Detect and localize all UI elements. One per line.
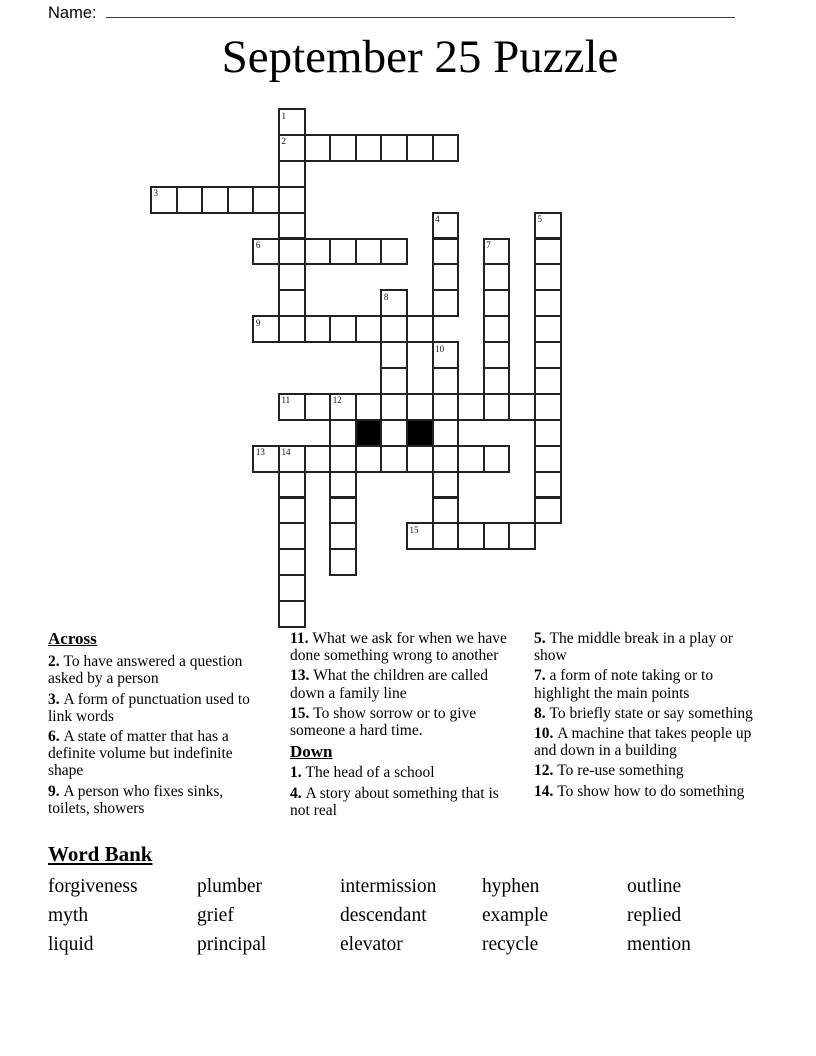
grid-cell[interactable] bbox=[329, 419, 357, 447]
grid-cell[interactable] bbox=[432, 341, 460, 369]
grid-cell[interactable] bbox=[534, 367, 562, 395]
grid-cell[interactable] bbox=[278, 548, 306, 576]
clue-number: 7. bbox=[534, 667, 550, 685]
grid-cell[interactable] bbox=[406, 522, 434, 550]
grid-cell[interactable] bbox=[432, 212, 460, 240]
cell-number: 3 bbox=[153, 188, 158, 199]
cell-number: 4 bbox=[435, 214, 440, 225]
clue-6 bbox=[48, 728, 254, 780]
grid-cell[interactable] bbox=[278, 212, 306, 240]
clue-3 bbox=[48, 691, 254, 725]
blocked-cell bbox=[355, 419, 383, 447]
word-bank-word: hyphen bbox=[482, 876, 540, 897]
grid-cell[interactable] bbox=[483, 393, 511, 421]
grid-cell[interactable] bbox=[534, 419, 562, 447]
cell-number: 1 bbox=[281, 110, 286, 121]
grid-cell[interactable] bbox=[432, 471, 460, 499]
clue-number: 5. bbox=[534, 630, 550, 647]
grid-cell[interactable] bbox=[252, 238, 280, 266]
grid-cell[interactable] bbox=[457, 393, 485, 421]
clue-number: 9. bbox=[48, 782, 64, 800]
clue-text: A machine that takes people up and down in a building bbox=[534, 725, 752, 760]
clue-text: A form of punctuation used to link words bbox=[48, 690, 250, 725]
clue-9 bbox=[48, 783, 254, 817]
grid-cell[interactable] bbox=[201, 186, 229, 214]
cell-number: 7 bbox=[486, 240, 491, 250]
grid-cell[interactable] bbox=[278, 186, 306, 214]
cell-number: 8 bbox=[383, 291, 389, 302]
cell-number: 15 bbox=[409, 524, 419, 535]
cell-number: 14 bbox=[281, 447, 291, 458]
word-bank-word: elevator bbox=[340, 934, 403, 955]
grid-cell[interactable] bbox=[380, 445, 408, 473]
grid-cell[interactable] bbox=[329, 445, 357, 473]
grid-cell[interactable] bbox=[534, 212, 562, 240]
grid-cell[interactable] bbox=[483, 263, 511, 291]
word-bank-word: forgiveness bbox=[48, 876, 138, 897]
grid-cell[interactable] bbox=[329, 238, 357, 266]
clue-text: To show sorrow or to give someone a hard time. bbox=[290, 704, 477, 740]
grid-cell[interactable] bbox=[304, 315, 332, 343]
grid-cell[interactable] bbox=[508, 393, 536, 421]
grid-cell[interactable] bbox=[278, 160, 306, 188]
grid-cell[interactable] bbox=[534, 263, 562, 291]
clue-10 bbox=[534, 725, 753, 759]
grid-cell[interactable] bbox=[380, 134, 408, 162]
word-bank-word: mention bbox=[627, 934, 691, 955]
grid-cell[interactable] bbox=[329, 548, 357, 576]
grid-cell[interactable] bbox=[483, 238, 511, 266]
grid-cell[interactable] bbox=[278, 263, 306, 291]
word-bank-word: recycle bbox=[482, 934, 539, 955]
grid-cell[interactable] bbox=[329, 315, 357, 343]
grid-cell[interactable] bbox=[457, 445, 485, 473]
grid-cell[interactable] bbox=[534, 238, 562, 266]
grid-cell[interactable] bbox=[329, 471, 357, 499]
cell-number: 2 bbox=[281, 136, 286, 147]
grid-cell[interactable] bbox=[483, 367, 511, 395]
grid-cell[interactable] bbox=[432, 497, 460, 525]
grid-cell[interactable] bbox=[432, 445, 460, 473]
grid-cell[interactable] bbox=[278, 600, 306, 628]
grid-cell[interactable] bbox=[432, 522, 460, 550]
clues-column-middle bbox=[290, 630, 516, 819]
grid-cell[interactable] bbox=[355, 393, 383, 421]
grid-cell[interactable] bbox=[534, 341, 562, 369]
grid-cell[interactable] bbox=[252, 445, 280, 473]
clue-text: The head of a school bbox=[305, 764, 435, 782]
word-bank-word: liquid bbox=[48, 934, 94, 955]
word-bank-word: outline bbox=[627, 876, 682, 897]
word-bank-word: replied bbox=[627, 905, 682, 926]
cell-number: 6 bbox=[255, 240, 261, 250]
blocked-cell bbox=[406, 419, 434, 447]
word-bank-word: intermission bbox=[340, 876, 437, 897]
grid-cell[interactable] bbox=[457, 522, 485, 550]
grid-cell[interactable] bbox=[278, 108, 306, 136]
grid-cell[interactable] bbox=[483, 341, 511, 369]
clue-text: a form of note taking or to highlight the main points bbox=[534, 667, 714, 702]
grid-cell[interactable] bbox=[380, 341, 408, 369]
grid-cell[interactable] bbox=[278, 445, 306, 473]
clue-number: 10. bbox=[534, 725, 558, 743]
grid-cell[interactable] bbox=[432, 393, 460, 421]
word-bank-header: Word Bank bbox=[48, 842, 153, 866]
clue-14 bbox=[534, 783, 753, 800]
clue-text: To have answered a question asked by a person bbox=[48, 653, 243, 688]
grid-cell[interactable] bbox=[508, 522, 536, 550]
grid-cell[interactable] bbox=[483, 522, 511, 550]
clue-5 bbox=[534, 630, 753, 664]
clue-number: 12. bbox=[534, 762, 558, 780]
grid-cell[interactable] bbox=[252, 186, 280, 214]
grid-cell[interactable] bbox=[252, 315, 280, 343]
grid-cell[interactable] bbox=[304, 393, 332, 421]
word-bank-grid bbox=[48, 876, 691, 955]
grid-cell[interactable] bbox=[534, 289, 562, 317]
grid-cell[interactable] bbox=[355, 315, 383, 343]
name-label: Name: bbox=[48, 4, 97, 22]
clues-middle-across-group bbox=[290, 630, 516, 739]
clue-4 bbox=[290, 785, 516, 819]
grid-cell[interactable] bbox=[329, 134, 357, 162]
word-bank-word: example bbox=[482, 905, 549, 926]
grid-cell[interactable] bbox=[304, 238, 332, 266]
grid-cell[interactable] bbox=[355, 238, 383, 266]
grid-cell[interactable] bbox=[380, 289, 408, 317]
word-bank-word: plumber bbox=[197, 876, 262, 897]
grid-cell[interactable] bbox=[432, 238, 460, 266]
grid-cell[interactable] bbox=[329, 497, 357, 525]
grid-cell[interactable] bbox=[380, 367, 408, 395]
clue-number: 6. bbox=[48, 728, 64, 746]
grid-cell[interactable] bbox=[406, 393, 434, 421]
clues-column-right bbox=[534, 630, 753, 800]
grid-cell[interactable] bbox=[304, 134, 332, 162]
across-header: Across bbox=[48, 629, 97, 648]
grid-cell[interactable] bbox=[278, 497, 306, 525]
clue-13 bbox=[290, 667, 516, 701]
clue-1 bbox=[290, 764, 516, 781]
grid-cell[interactable] bbox=[483, 445, 511, 473]
grid-cell[interactable] bbox=[355, 134, 383, 162]
grid-cell[interactable] bbox=[278, 471, 306, 499]
clue-number: 8. bbox=[534, 704, 550, 722]
grid-cell[interactable] bbox=[227, 186, 255, 214]
clue-text: To briefly state or say something bbox=[549, 704, 753, 722]
grid-cell[interactable] bbox=[534, 315, 562, 343]
clue-text: To show how to do something bbox=[557, 782, 745, 800]
grid-cell[interactable] bbox=[432, 134, 460, 162]
grid-cell[interactable] bbox=[278, 315, 306, 343]
cell-number: 9 bbox=[255, 317, 261, 328]
grid-cell[interactable] bbox=[304, 445, 332, 473]
clue-number: 13. bbox=[290, 667, 314, 685]
clues-middle-down-group bbox=[290, 764, 516, 819]
cell-number: 11 bbox=[281, 395, 291, 406]
grid-cell[interactable] bbox=[150, 186, 178, 214]
grid-cell[interactable] bbox=[380, 238, 408, 266]
word-bank-word: myth bbox=[48, 905, 89, 926]
grid-cell[interactable] bbox=[278, 574, 306, 602]
clue-12 bbox=[534, 762, 753, 779]
word-bank-word: principal bbox=[197, 934, 267, 955]
grid-cell[interactable] bbox=[329, 522, 357, 550]
grid-cell[interactable] bbox=[534, 445, 562, 473]
clue-number: 2. bbox=[48, 653, 64, 671]
cell-number: 10 bbox=[435, 343, 445, 354]
clue-number: 15. bbox=[290, 704, 314, 722]
cell-number: 13 bbox=[255, 447, 265, 458]
grid-cell[interactable] bbox=[329, 393, 357, 421]
clues-column-left bbox=[48, 630, 254, 817]
grid-cell[interactable] bbox=[380, 315, 408, 343]
grid-cell[interactable] bbox=[278, 393, 306, 421]
clue-text: To re-use something bbox=[557, 762, 684, 780]
clue-8 bbox=[534, 705, 753, 722]
word-bank-word: grief bbox=[197, 905, 234, 926]
grid-cell[interactable] bbox=[432, 289, 460, 317]
clue-text: The middle break in a play or show bbox=[534, 630, 733, 665]
clue-text: A story about something that is not real bbox=[290, 784, 499, 819]
clue-text: What we ask for when we have done something wrong to another bbox=[290, 630, 507, 665]
puzzle-title: September 25 Puzzle bbox=[221, 31, 619, 83]
word-bank-word: descendant bbox=[340, 905, 427, 926]
grid-cell[interactable] bbox=[534, 497, 562, 525]
grid-cell[interactable] bbox=[278, 289, 306, 317]
grid-cell[interactable] bbox=[355, 445, 383, 473]
clue-text: A state of matter that has a definite volume but indefinite shape bbox=[48, 728, 233, 780]
grid-cell[interactable] bbox=[278, 522, 306, 550]
clue-number: 14. bbox=[534, 782, 558, 800]
down-header: Down bbox=[290, 742, 333, 762]
grid-cell[interactable] bbox=[432, 367, 460, 395]
grid-cell[interactable] bbox=[483, 289, 511, 317]
clue-number: 4. bbox=[290, 784, 306, 802]
grid-cell[interactable] bbox=[406, 134, 434, 162]
clue-text: What the children are called down a family line bbox=[290, 667, 488, 702]
grid-cell[interactable] bbox=[432, 419, 460, 447]
grid-cell[interactable] bbox=[278, 238, 306, 266]
grid-cell[interactable] bbox=[406, 315, 434, 343]
grid-cell[interactable] bbox=[380, 393, 408, 421]
grid-cell[interactable] bbox=[534, 471, 562, 499]
grid-cell[interactable] bbox=[432, 263, 460, 291]
grid-cell[interactable] bbox=[380, 419, 408, 447]
word-bank bbox=[48, 842, 691, 955]
grid-cell[interactable] bbox=[483, 315, 511, 343]
cell-number: 5 bbox=[537, 214, 542, 225]
cell-number: 12 bbox=[332, 395, 342, 406]
grid-cell[interactable] bbox=[278, 134, 306, 162]
grid-cell[interactable] bbox=[406, 445, 434, 473]
grid-cell[interactable] bbox=[534, 393, 562, 421]
clue-text: A person who fixes sinks, toilets, showers bbox=[48, 782, 224, 817]
clue-15 bbox=[290, 705, 516, 739]
clue-11 bbox=[290, 630, 516, 664]
clue-number: 1. bbox=[290, 764, 306, 782]
clue-number: 11. bbox=[290, 630, 313, 647]
clue-2 bbox=[48, 653, 254, 687]
clue-7 bbox=[534, 667, 753, 701]
grid-cell[interactable] bbox=[176, 186, 204, 214]
clue-number: 3. bbox=[48, 690, 64, 708]
